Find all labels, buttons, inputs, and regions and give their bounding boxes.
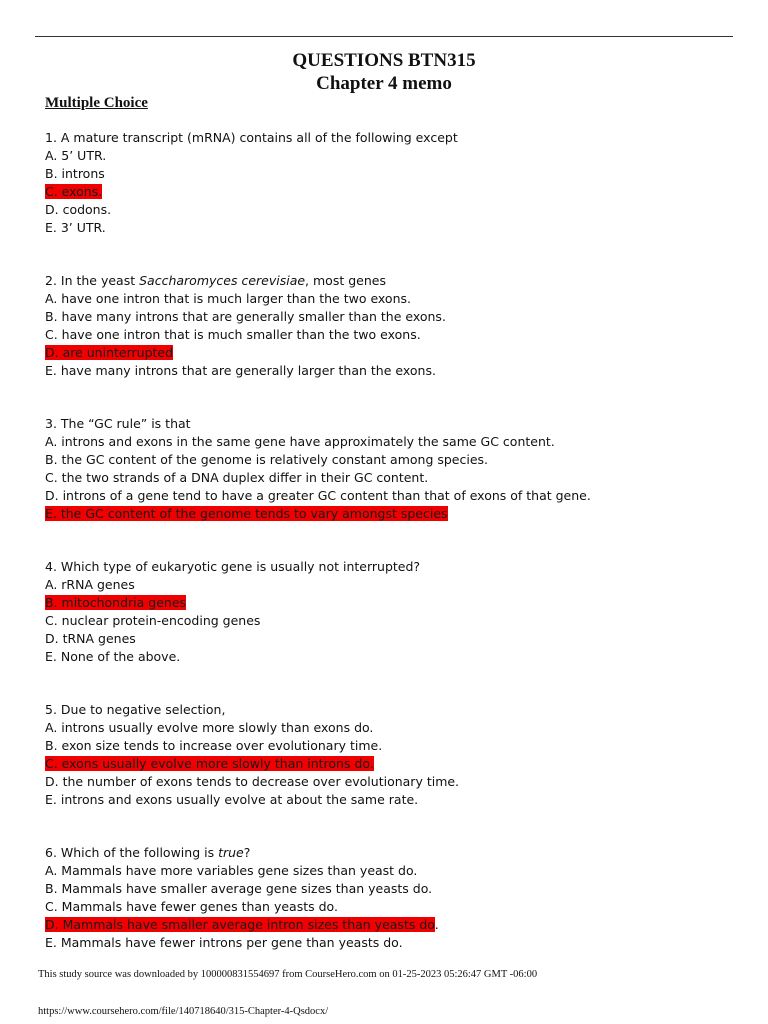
- answer-highlight: E. the GC content of the genome tends to vary amongst species: [45, 506, 448, 521]
- section-title: Multiple Choice: [45, 95, 148, 111]
- q2-option-c: C. have one intron that is much smaller than the two exons.: [45, 327, 421, 342]
- question-4-stem: 4. Which type of eukaryotic gene is usually not interrupted?: [45, 559, 421, 574]
- q5-option-d: D. the number of exons tends to decrease over evolutionary time.: [45, 774, 460, 789]
- emphasis-true: true: [218, 845, 244, 860]
- q4-option-a: A. rRNA genes: [45, 577, 135, 592]
- top-rule: [35, 36, 733, 37]
- q6-option-b: B. Mammals have smaller average gene sizes than yeasts do.: [45, 881, 433, 896]
- source-url-link[interactable]: https://www.coursehero.com/file/140718640/315-Chapter-4-Qsdocx/: [38, 1006, 329, 1017]
- q6-option-a: A. Mammals have more variables gene sizes than yeast do.: [45, 863, 418, 878]
- q3-option-e-answer: [45, 506, 448, 522]
- question-1-stem: 1. A mature transcript (mRNA) contains all of the following except: [45, 130, 458, 145]
- answer-highlight: D. are uninterrupted: [45, 345, 174, 360]
- answer-highlight: B. mitochondria genes: [45, 595, 187, 610]
- q4-option-d: D. tRNA genes: [45, 631, 136, 646]
- q2-option-b: B. have many introns that are generally smaller than the exons.: [45, 309, 446, 324]
- species-name: Saccharomyces cerevisiae: [139, 273, 306, 288]
- q4-option-c: C. nuclear protein-encoding genes: [45, 613, 261, 628]
- q6-option-c: C. Mammals have fewer genes than yeasts do.: [45, 899, 338, 914]
- answer-highlight: C. exons usually evolve more slowly than introns do.: [45, 756, 374, 771]
- q6-option-d-answer: D. Mammals have smaller average intron sizes than yeasts do.: [45, 917, 439, 932]
- q3-option-d: D. introns of a gene tend to have a greater GC content than that of exons of that gene.: [45, 488, 591, 503]
- q1-option-c-answer: [45, 184, 102, 200]
- answer-highlight: C. exons.: [45, 184, 103, 199]
- q2-option-a: A. have one intron that is much larger than the two exons.: [45, 291, 411, 306]
- download-notice: This study source was downloaded by 100000831554697 from CourseHero.com on 01-25-2023 05:26:47 GMT -06:00: [38, 969, 538, 980]
- q2-option-d-answer: [45, 345, 173, 361]
- q6-option-e: E. Mammals have fewer introns per gene than yeasts do.: [45, 935, 403, 950]
- q3-option-c: C. the two strands of a DNA duplex differ in their GC content.: [45, 470, 429, 485]
- q2-option-e: E. have many introns that are generally larger than the exons.: [45, 363, 436, 378]
- q4-option-e: E. None of the above.: [45, 649, 181, 664]
- q3-option-a: A. introns and exons in the same gene have approximately the same GC content.: [45, 434, 555, 449]
- document-title: QUESTIONS BTN315: [292, 50, 476, 71]
- answer-highlight: D. Mammals have smaller average intron sizes than yeasts do: [45, 917, 435, 932]
- q5-option-b: B. exon size tends to increase over evolutionary time.: [45, 738, 383, 753]
- question-2-stem: 2. In the yeast Saccharomyces cerevisiae, most genes: [45, 273, 386, 288]
- q1-option-a: A. 5’ UTR.: [45, 148, 107, 163]
- q5-option-e: E. introns and exons usually evolve at about the same rate.: [45, 792, 419, 807]
- question-6-stem: 6. Which of the following is true?: [45, 845, 251, 860]
- question-5-stem: 5. Due to negative selection,: [45, 702, 226, 717]
- q1-option-d: D. codons.: [45, 202, 112, 217]
- q1-option-b: B. introns: [45, 166, 105, 181]
- q5-option-c-answer: [45, 756, 374, 772]
- document-subtitle: Chapter 4 memo: [316, 73, 452, 94]
- question-3-stem: 3. The “GC rule” is that: [45, 416, 191, 431]
- q3-option-b: B. the GC content of the genome is relatively constant among species.: [45, 452, 489, 467]
- q4-option-b-answer: [45, 595, 186, 611]
- q5-option-a: A. introns usually evolve more slowly than exons do.: [45, 720, 374, 735]
- q1-option-e: E. 3’ UTR.: [45, 220, 106, 235]
